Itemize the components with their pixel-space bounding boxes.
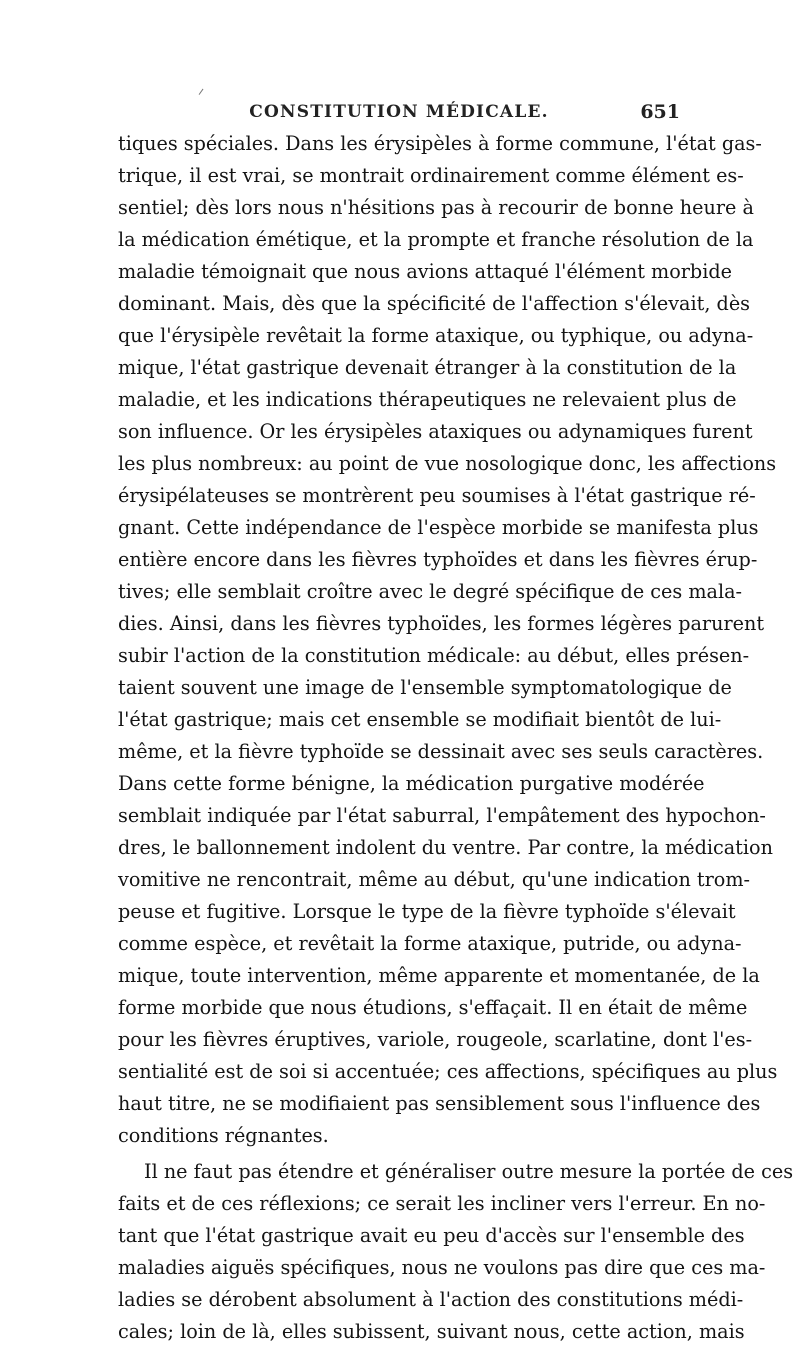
text-line: semblait indiquée par l'état saburral, l'empâtement des hypochon-: [118, 804, 766, 827]
text-line: trique, il est vrai, se montrait ordinairement comme élément es-: [118, 164, 744, 187]
text-line: même, et la fièvre typhoïde se dessinait avec ses seuls caractères.: [118, 740, 764, 763]
text-line: tant que l'état gastrique avait eu peu d'accès sur l'ensemble des: [118, 1224, 745, 1247]
text-line: haut titre, ne se modifiaient pas sensiblement sous l'influence des: [118, 1092, 761, 1115]
margin-mark: [199, 89, 209, 99]
text-line: subir l'action de la constitution médicale: au début, elles présen-: [118, 644, 750, 667]
text-line: les plus nombreux: au point de vue nosologique donc, les affections: [118, 452, 777, 475]
text-line: vomitive ne rencontrait, même au début, qu'une indication trom-: [118, 868, 751, 891]
text-line: pour les fièvres éruptives, variole, rougeole, scarlatine, dont l'es-: [118, 1028, 753, 1051]
text-line: peuse et fugitive. Lorsque le type de la fièvre typhoïde s'élevait: [118, 900, 736, 923]
text-line: son influence. Or les érysipèles ataxiques ou adynamiques furent: [118, 420, 753, 443]
body-text: [118, 128, 794, 1348]
paragraph-2: [118, 1156, 794, 1348]
text-line: forme morbide que nous étudions, s'effaçait. Il en était de même: [118, 996, 748, 1019]
text-line: Il ne faut pas étendre et généraliser outre mesure la portée de ces: [144, 1160, 794, 1183]
text-line: entière encore dans les fièvres typhoïdes et dans les fièvres érup-: [118, 548, 758, 571]
text-line: mique, l'état gastrique devenait étranger à la constitution de la: [118, 356, 737, 379]
text-line: gnant. Cette indépendance de l'espèce morbide se manifesta plus: [118, 516, 759, 539]
text-line: faits et de ces réflexions; ce serait les incliner vers l'erreur. En no-: [118, 1192, 766, 1215]
text-line: maladie témoignait que nous avions attaqué l'élément morbide: [118, 260, 732, 283]
text-line: Dans cette forme bénigne, la médication purgative modérée: [118, 772, 705, 795]
running-head: CONSTITUTION MÉDICALE.: [249, 102, 549, 122]
text-line: dies. Ainsi, dans les fièvres typhoïdes, les formes légères parurent: [118, 612, 765, 635]
text-line: sentiel; dès lors nous n'hésitions pas à recourir de bonne heure à: [118, 196, 754, 219]
text-line: maladies aiguës spécifiques, nous ne voulons pas dire que ces ma-: [118, 1256, 766, 1279]
text-line: tives; elle semblait croître avec le degré spécifique de ces mala-: [118, 580, 743, 603]
text-line: la médication émétique, et la prompte et franche résolution de la: [118, 228, 754, 251]
page-number: 651: [640, 101, 680, 123]
text-line: dominant. Mais, dès que la spécificité de l'affection s'élevait, dès: [118, 292, 751, 315]
text-line: conditions régnantes.: [118, 1124, 329, 1147]
text-line: tiques spéciales. Dans les érysipèles à forme commune, l'état gas-: [118, 132, 762, 155]
text-line: dres, le ballonnement indolent du ventre. Par contre, la médication: [118, 836, 773, 859]
text-line: sentialité est de soi si accentuée; ces affections, spécifiques au plus: [118, 1060, 778, 1083]
page-header: [118, 99, 680, 125]
text-line: comme espèce, et revêtait la forme ataxique, putride, ou adyna-: [118, 932, 742, 955]
text-line: taient souvent une image de l'ensemble symptomatologique de: [118, 676, 732, 699]
text-line: l'état gastrique; mais cet ensemble se modifiait bientôt de lui-: [118, 708, 722, 731]
text-line: que l'érysipèle revêtait la forme ataxique, ou typhique, ou adyna-: [118, 324, 754, 347]
text-line: ladies se dérobent absolument à l'action des constitutions médi-: [118, 1288, 744, 1311]
text-line: érysipélateuses se montrèrent peu soumises à l'état gastrique ré-: [118, 484, 756, 507]
paragraph-1: [118, 128, 778, 1152]
text-line: cales; loin de là, elles subissent, suivant nous, cette action, mais: [118, 1320, 745, 1343]
text-line: mique, toute intervention, même apparente et momentanée, de la: [118, 964, 760, 987]
text-line: maladie, et les indications thérapeutiques ne relevaient plus de: [118, 388, 737, 411]
